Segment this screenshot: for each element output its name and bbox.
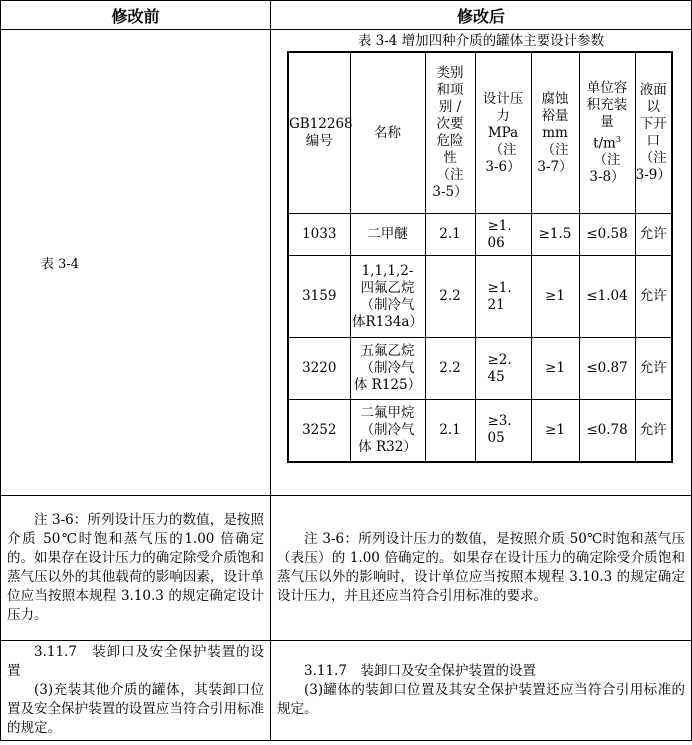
cell-name: 1,1,1,2- 四氟乙烷 （制冷气 体R134a） <box>350 256 425 338</box>
col-header-number: GB12268 编号 <box>288 52 350 214</box>
cell-fill: ≤0.58 <box>579 214 635 256</box>
cell-class: 2.1 <box>425 400 475 462</box>
table-row <box>1 30 692 496</box>
col-header-opening: 液面 以 下开 口 （注 3-9） <box>635 52 672 214</box>
inner-header-row <box>288 52 672 214</box>
note-before: 注 3-6：所列设计压力的数值，是按照介质 50℃时饱和蒸气压的1.00 倍确定的。如果存在设计压力的确定除受介质饱和蒸气压以外的其他载荷的影响因素，设计单位应当按照本规程 3.10.3 的规定确定设计压力。 <box>1 496 271 641</box>
design-parameters-table <box>287 51 673 463</box>
table-row <box>288 400 672 462</box>
clause-after-body: (3)罐体的装卸口位置及其安全保护装置还应当符合引用标准的规定。 <box>277 682 685 717</box>
header-row <box>1 1 692 30</box>
table-row <box>288 256 672 338</box>
cell-name: 二氟甲烷 （制冷气 体 R32） <box>350 400 425 462</box>
cell-corrosion: ≥1 <box>531 256 579 338</box>
col-header-class: 类别 和项 别 / 次要 危险 性 （注 3-5） <box>425 52 475 214</box>
cell-pressure: ≥1. 06 <box>475 214 531 256</box>
cell-class: 2.2 <box>425 338 475 400</box>
cell-pressure: ≥2. 45 <box>475 338 531 400</box>
table-row <box>1 496 692 641</box>
cell-fill: ≤1.04 <box>579 256 635 338</box>
header-before: 修改前 <box>1 1 271 30</box>
cell-corrosion: ≥1 <box>531 338 579 400</box>
cell-corrosion: ≥1 <box>531 400 579 462</box>
cell-opening: 允许 <box>635 338 672 400</box>
header-after: 修改后 <box>271 1 692 30</box>
col-header-name: 名称 <box>350 52 425 214</box>
cell-number: 3159 <box>288 256 350 338</box>
table-row <box>288 338 672 400</box>
cell-fill: ≤0.87 <box>579 338 635 400</box>
before-table-ref: 表 3-4 <box>1 30 271 496</box>
after-table-cell <box>271 30 692 496</box>
note-after: 注 3-6：所列设计压力的数值，是按照介质 50℃时饱和蒸气压（表压）的 1.00 倍确定的。如果存在设计压力的确定除受介质饱和蒸气压以外的影响时，设计单位应当按照本规程 3.10.3 的规定确定设计压力，并且还应当符合引用标准的要求。 <box>271 496 692 641</box>
cell-fill: ≤0.78 <box>579 400 635 462</box>
table-row <box>1 641 692 741</box>
cell-pressure: ≥3. 05 <box>475 400 531 462</box>
table-caption: 表 3-4 增加四种介质的罐体主要设计参数 <box>357 33 605 49</box>
cell-opening: 允许 <box>635 214 672 256</box>
cell-class: 2.2 <box>425 256 475 338</box>
col-header-pressure: 设计压 力 MPa （注 3-6） <box>475 52 531 214</box>
clause-after-title: 3.11.7 装卸口及安全保护装置的设置 <box>304 663 536 679</box>
cell-number: 3220 <box>288 338 350 400</box>
clause-before <box>1 641 271 741</box>
col-header-fill: 单位容 积充装 量 $t/m^3$ （注 3-8） <box>579 52 635 214</box>
cell-opening: 允许 <box>635 400 672 462</box>
cell-pressure: ≥1. 21 <box>475 256 531 338</box>
clause-after <box>271 641 692 741</box>
cell-class: 2.1 <box>425 214 475 256</box>
cell-number: 3252 <box>288 400 350 462</box>
cell-number: 1033 <box>288 214 350 256</box>
cell-name: 二甲醚 <box>350 214 425 256</box>
cell-corrosion: ≥1.5 <box>531 214 579 256</box>
clause-before-body: (3)充装其他介质的罐体，其装卸口位置及安全保护装置的设置应当符合引用标准的规定。 <box>7 682 264 736</box>
cell-name: 五氟乙烷 （制冷气 体 R125） <box>350 338 425 400</box>
table-row <box>288 214 672 256</box>
clause-before-title: 3.11.7 装卸口及安全保护装置的设置 <box>7 644 264 679</box>
cell-opening: 允许 <box>635 256 672 338</box>
col-header-corrosion: 腐蚀 裕量 mm （注 3-7） <box>531 52 579 214</box>
